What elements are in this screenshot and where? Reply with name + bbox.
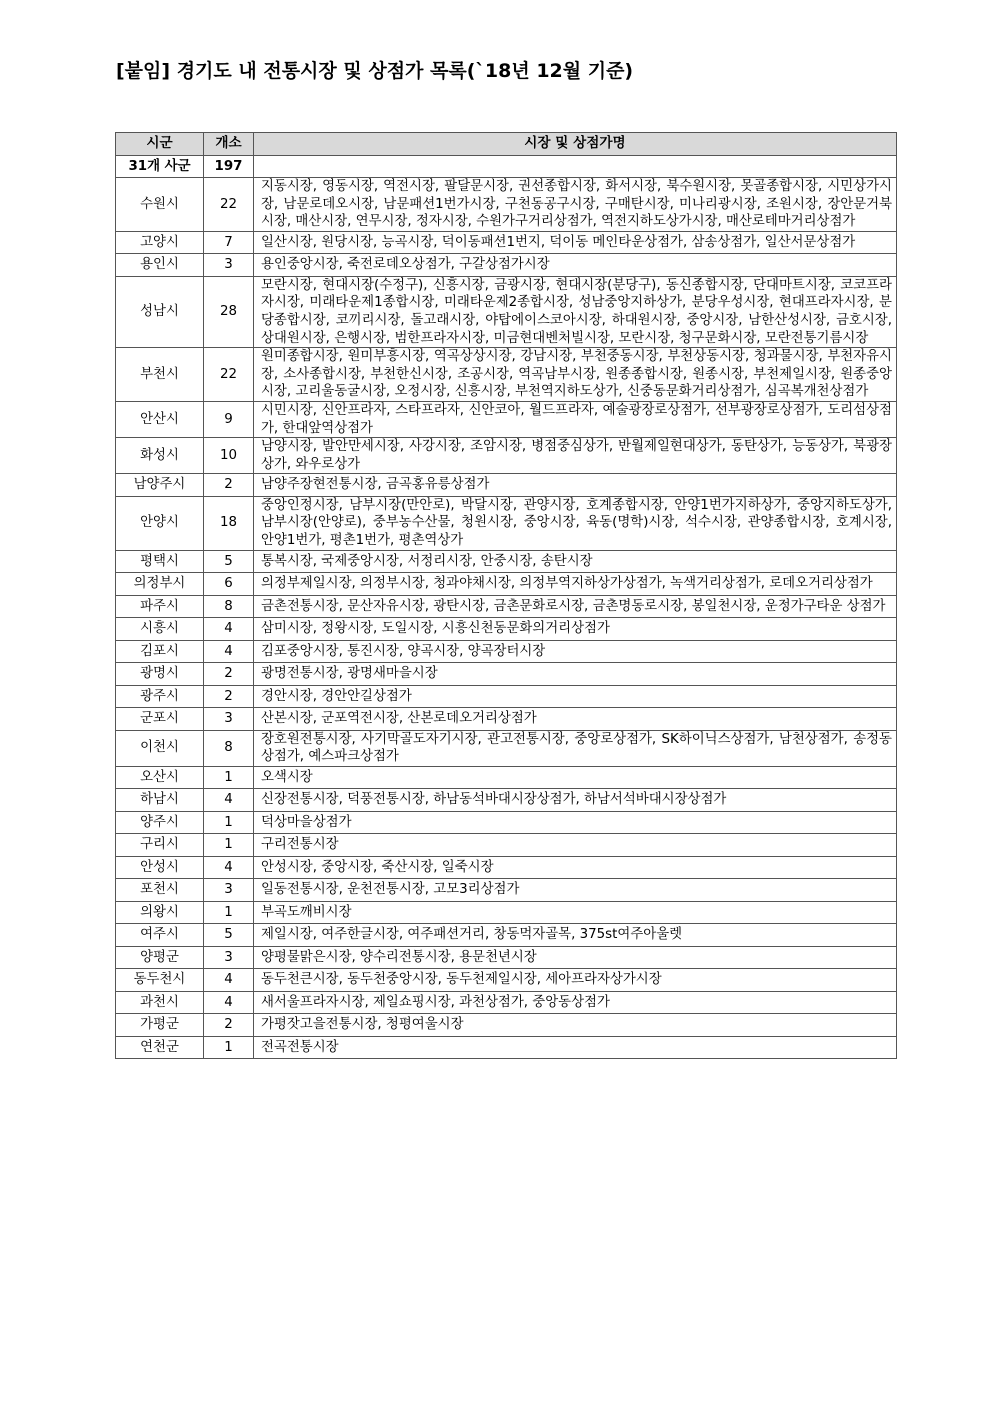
table-row: [116, 438, 897, 474]
city-cell: 양평군: [116, 946, 204, 969]
count-cell: 3: [204, 946, 254, 969]
city-cell: 이천시: [116, 730, 204, 766]
city-cell: 수원시: [116, 178, 204, 232]
table-row: [116, 496, 897, 550]
names-cell: 지동시장, 영동시장, 역전시장, 팔달문시장, 권선종합시장, 화서시장, 북수원시장, 못골종합시장, 시민상가시장, 남문로데오시장, 남문패션1번가시장, 구천동공구시장, 구매탄시장, 미나리광시장, 조원시장, 장안문거북시장, 매산시장, 연무시장, 정자시장, 수원가구거리상점가, 역전지하도상가시장, 매산로테마거리상점가: [254, 178, 897, 232]
names-cell: 제일시장, 여주한글시장, 여주패션거리, 창동먹자골목, 375st여주아울렛: [254, 924, 897, 947]
count-cell: 1: [204, 834, 254, 857]
table-row: [116, 276, 897, 347]
total-names: [254, 156, 897, 178]
city-cell: 안산시: [116, 401, 204, 437]
city-cell: 군포시: [116, 708, 204, 731]
total-count: 197: [204, 156, 254, 178]
count-cell: 28: [204, 276, 254, 347]
names-cell: 안성시장, 중앙시장, 죽산시장, 일죽시장: [254, 856, 897, 879]
names-cell: 통복시장, 국제중앙시장, 서정리시장, 안중시장, 송탄시장: [254, 550, 897, 573]
names-cell: 용인중앙시장, 죽전로데오상점가, 구갈상점가시장: [254, 254, 897, 277]
header-city: 시군: [116, 133, 204, 156]
city-cell: 의정부시: [116, 573, 204, 596]
names-cell: 구리전통시장: [254, 834, 897, 857]
table-row: [116, 879, 897, 902]
count-cell: 2: [204, 474, 254, 497]
names-cell: 의정부제일시장, 의정부시장, 청과야채시장, 의정부역지하상가상점가, 녹색거리상점가, 로데오거리상점가: [254, 573, 897, 596]
count-cell: 22: [204, 178, 254, 232]
city-cell: 구리시: [116, 834, 204, 857]
table-row: [116, 573, 897, 596]
names-cell: 장호원전통시장, 사기막골도자기시장, 관고전통시장, 중앙로상점가, SK하이닉스상점가, 남천상점가, 송정동상점가, 예스파크상점가: [254, 730, 897, 766]
city-cell: 광주시: [116, 685, 204, 708]
count-cell: 5: [204, 550, 254, 573]
table-row: [116, 474, 897, 497]
city-cell: 오산시: [116, 766, 204, 789]
count-cell: 2: [204, 663, 254, 686]
city-cell: 부천시: [116, 348, 204, 402]
table-row: [116, 946, 897, 969]
count-cell: 4: [204, 991, 254, 1014]
count-cell: 4: [204, 789, 254, 812]
count-cell: 3: [204, 879, 254, 902]
city-cell: 평택시: [116, 550, 204, 573]
table-row: [116, 1014, 897, 1037]
names-cell: 삼미시장, 정왕시장, 도일시장, 시흥신천동문화의거리상점가: [254, 618, 897, 641]
names-cell: 전곡전통시장: [254, 1036, 897, 1059]
table-row: [116, 550, 897, 573]
market-table: [115, 132, 897, 1059]
table-row: [116, 640, 897, 663]
count-cell: 18: [204, 496, 254, 550]
names-cell: 오색시장: [254, 766, 897, 789]
count-cell: 2: [204, 685, 254, 708]
names-cell: 김포중앙시장, 통진시장, 양곡시장, 양곡장터시장: [254, 640, 897, 663]
city-cell: 안성시: [116, 856, 204, 879]
count-cell: 4: [204, 640, 254, 663]
count-cell: 1: [204, 766, 254, 789]
count-cell: 3: [204, 708, 254, 731]
names-cell: 광명전통시장, 광명새마을시장: [254, 663, 897, 686]
names-cell: 부곡도깨비시장: [254, 901, 897, 924]
table-row: [116, 685, 897, 708]
city-cell: 동두천시: [116, 969, 204, 992]
names-cell: 시민시장, 신안프라자, 스타프라자, 신안코아, 월드프라자, 예술광장로상점가, 선부광장로상점가, 도리섬상점가, 한대앞역상점가: [254, 401, 897, 437]
count-cell: 7: [204, 231, 254, 254]
count-cell: 1: [204, 1036, 254, 1059]
count-cell: 1: [204, 901, 254, 924]
names-cell: 신장전통시장, 덕풍전통시장, 하남동석바대시장상점가, 하남서석바대시장상점가: [254, 789, 897, 812]
names-cell: 일산시장, 원당시장, 능곡시장, 덕이동패션1번지, 덕이동 메인타운상점가, 삼송상점가, 일산서문상점가: [254, 231, 897, 254]
count-cell: 10: [204, 438, 254, 474]
table-row: [116, 901, 897, 924]
names-cell: 덕상마을상점가: [254, 811, 897, 834]
names-cell: 일동전통시장, 운천전통시장, 고모3리상점가: [254, 879, 897, 902]
table-row: [116, 969, 897, 992]
table-row: [116, 856, 897, 879]
count-cell: 4: [204, 969, 254, 992]
city-cell: 하남시: [116, 789, 204, 812]
names-cell: 금촌전통시장, 문산자유시장, 광탄시장, 금촌문화로시장, 금촌명동로시장, 봉일천시장, 운정가구타운 상점가: [254, 595, 897, 618]
city-cell: 여주시: [116, 924, 204, 947]
city-cell: 고양시: [116, 231, 204, 254]
table-row: [116, 618, 897, 641]
city-cell: 파주시: [116, 595, 204, 618]
city-cell: 성남시: [116, 276, 204, 347]
city-cell: 안양시: [116, 496, 204, 550]
table-row: [116, 254, 897, 277]
table-row: [116, 811, 897, 834]
city-cell: 과천시: [116, 991, 204, 1014]
count-cell: 8: [204, 730, 254, 766]
total-row: [116, 156, 897, 178]
city-cell: 가평군: [116, 1014, 204, 1037]
count-cell: 2: [204, 1014, 254, 1037]
count-cell: 9: [204, 401, 254, 437]
count-cell: 3: [204, 254, 254, 277]
city-cell: 용인시: [116, 254, 204, 277]
names-cell: 중앙인정시장, 남부시장(만안로), 박달시장, 관양시장, 호계종합시장, 안양1번가지하상가, 중앙지하도상가, 남부시장(안양로), 중부농수산물, 청원시장, 중앙시장, 육동(명학)시장, 석수시장, 관양종합시장, 호계시장, 안양1번가, 평촌1번가, 평촌역상가: [254, 496, 897, 550]
city-cell: 남양주시: [116, 474, 204, 497]
city-cell: 양주시: [116, 811, 204, 834]
table-row: [116, 924, 897, 947]
table-row: [116, 663, 897, 686]
count-cell: 8: [204, 595, 254, 618]
count-cell: 22: [204, 348, 254, 402]
table-row: [116, 1036, 897, 1059]
names-cell: 남양시장, 발안만세시장, 사강시장, 조암시장, 병점중심상가, 반월제일현대상가, 동탄상가, 능동상가, 북광장상가, 와우로상가: [254, 438, 897, 474]
names-cell: 산본시장, 군포역전시장, 산본로데오거리상점가: [254, 708, 897, 731]
count-cell: 1: [204, 811, 254, 834]
names-cell: 가평잣고을전통시장, 청평여울시장: [254, 1014, 897, 1037]
names-cell: 모란시장, 현대시장(수정구), 신흥시장, 금광시장, 현대시장(분당구), 동신종합시장, 단대마트시장, 코코프라자시장, 미래타운제1종합시장, 미래타운제2종합시장, 성남중앙지하상가, 분당우성시장, 현대프라자시장, 분당종합시장, 코끼리시장, 돌고래시장, 야탑에이스코아시장, 하대원시장, 중앙시장, 남한산성시장, 금호시장, 상대원시장, 은행시장, 범한프라자시장, 미금현대벤처빌시장, 모란시장, 청구문화시장, 모란전통기름시장: [254, 276, 897, 347]
city-cell: 의왕시: [116, 901, 204, 924]
count-cell: 5: [204, 924, 254, 947]
count-cell: 4: [204, 856, 254, 879]
names-cell: 새서울프라자시장, 제일쇼핑시장, 과천상점가, 중앙동상점가: [254, 991, 897, 1014]
table-row: [116, 730, 897, 766]
city-cell: 김포시: [116, 640, 204, 663]
city-cell: 시흥시: [116, 618, 204, 641]
names-cell: 경안시장, 경안안길상점가: [254, 685, 897, 708]
count-cell: 6: [204, 573, 254, 596]
table-row: [116, 789, 897, 812]
table-row: [116, 348, 897, 402]
table-row: [116, 595, 897, 618]
table-row: [116, 991, 897, 1014]
city-cell: 광명시: [116, 663, 204, 686]
names-cell: 남양주장현전통시장, 금곡홍유릉상점가: [254, 474, 897, 497]
total-city: 31개 사군: [116, 156, 204, 178]
count-cell: 4: [204, 618, 254, 641]
table-row: [116, 231, 897, 254]
names-cell: 양평물맑은시장, 양수리전통시장, 용문천년시장: [254, 946, 897, 969]
document-title: [붙임] 경기도 내 전통시장 및 상점가 목록(`18년 12월 기준): [116, 60, 634, 82]
header-names: 시장 및 상점가명: [254, 133, 897, 156]
city-cell: 연천군: [116, 1036, 204, 1059]
table-row: [116, 834, 897, 857]
table-row: [116, 178, 897, 232]
table-header-row: [116, 133, 897, 156]
table-row: [116, 766, 897, 789]
table-row: [116, 401, 897, 437]
table-row: [116, 708, 897, 731]
names-cell: 원미종합시장, 원미부흥시장, 역곡상상시장, 강남시장, 부천중동시장, 부천상동시장, 청과물시장, 부천자유시장, 소사종합시장, 부천한신시장, 조공시장, 역곡남부시장, 원종종합시장, 원종시장, 부천제일시장, 원종중앙시장, 고리울동굴시장, 오정시장, 신흥시장, 부천역지하도상가, 신중동문화거리상점가, 심곡복개천상점가: [254, 348, 897, 402]
names-cell: 동두천큰시장, 동두천중앙시장, 동두천제일시장, 세아프라자상가시장: [254, 969, 897, 992]
city-cell: 포천시: [116, 879, 204, 902]
header-count: 개소: [204, 133, 254, 156]
city-cell: 화성시: [116, 438, 204, 474]
